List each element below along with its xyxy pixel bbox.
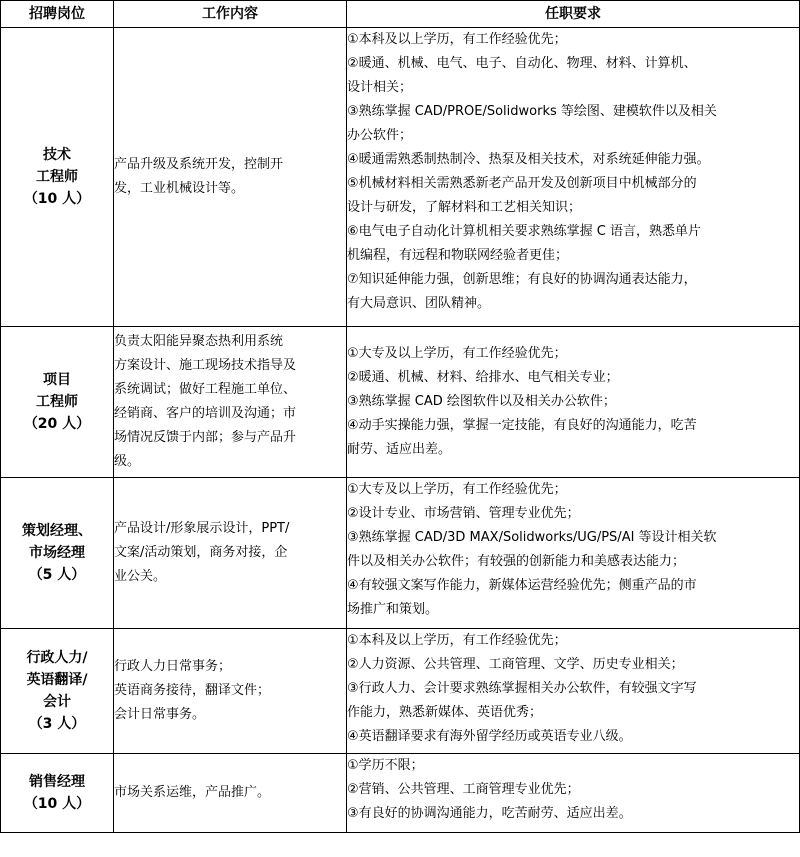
position-cell <box>1 327 114 478</box>
position-line: 工程师 <box>36 394 78 410</box>
requirement-line: ⑥电气电子自动化计算机相关要求熟练掌握 C 语言，熟悉单片 <box>347 224 701 239</box>
duty-cell <box>114 629 347 754</box>
requirement-line: ①大专及以上学历，有工作经验优先； <box>347 482 567 497</box>
requirement-line: ③熟练掌握 CAD 绘图软件以及相关办公软件； <box>347 394 616 409</box>
position-line: （10 人） <box>23 796 91 812</box>
table-row <box>1 327 800 478</box>
duty-line: 经销商、客户的培训及沟通；市 <box>114 406 297 421</box>
requirement-line: 场推广和策划。 <box>347 602 439 617</box>
duty-cell <box>114 478 347 629</box>
requirement-line: ②营销、公共管理、工商管理专业优先； <box>347 782 580 797</box>
requirement-line: ②暖通、机械、材料、给排水、电气相关专业； <box>347 370 619 385</box>
requirement-line: ③熟练掌握 CAD/3D MAX/Solidworks/UG/PS/AI 等设计相关软 <box>347 530 717 545</box>
position-line: 项目 <box>43 372 71 388</box>
position-line: （5 人） <box>28 567 86 583</box>
requirement-line: ②设计专业、市场营销、管理专业优先； <box>347 506 580 521</box>
requirement-line: ①学历不限； <box>347 758 424 773</box>
position-line: 策划经理、 <box>22 523 92 539</box>
header-requirements: 任职要求 <box>347 1 800 28</box>
position-line: 英语翻译/ <box>26 672 88 688</box>
requirement-line: 设计与研发，了解材料和工艺相关知识； <box>347 200 582 215</box>
duty-line: 行政人力日常事务； <box>114 659 232 674</box>
duty-line: 英语商务接待，翻译文件； <box>114 683 271 698</box>
duty-line: 市场关系运维，产品推广。 <box>114 785 271 800</box>
duty-cell <box>114 28 347 327</box>
duty-line: 产品设计/形象展示设计，PPT/ <box>114 521 290 536</box>
requirement-line: ②人力资源、公共管理、工商管理、文学、历史专业相关； <box>347 657 684 672</box>
table-row <box>1 28 800 327</box>
position-cell <box>1 28 114 327</box>
position-cell <box>1 478 114 629</box>
position-cell <box>1 754 114 833</box>
position-line: 市场经理 <box>29 545 85 561</box>
requirement-cell <box>347 478 800 629</box>
requirement-line: ③熟练掌握 CAD/PROE/Solidworks 等绘图、建模软件以及相关 <box>347 104 717 119</box>
requirement-line: ④有较强文案写作能力，新媒体运营经验优先；侧重产品的市 <box>347 578 697 593</box>
duty-line: 业公关。 <box>114 569 167 584</box>
requirement-line: ②暖通、机械、电气、电子、自动化、物理、材料、计算机、 <box>347 56 697 71</box>
position-line: 行政人力/ <box>26 650 88 666</box>
duty-line: 文案/活动策划，商务对接，企 <box>114 545 288 560</box>
requirement-line: 办公软件； <box>347 128 413 143</box>
requirement-line: 耐劳、适应出差。 <box>347 442 452 457</box>
requirement-cell <box>347 754 800 833</box>
position-line: （10 人） <box>23 191 91 207</box>
table-row <box>1 629 800 754</box>
duty-line: 发，工业机械设计等。 <box>114 181 245 196</box>
header-duties: 工作内容 <box>114 1 347 28</box>
requirement-line: 作能力，熟悉新媒体、英语优秀； <box>347 705 543 720</box>
position-line: 技术 <box>43 147 71 163</box>
header-row <box>1 1 800 28</box>
requirement-line: 设计相关； <box>347 80 413 95</box>
requirement-cell <box>347 327 800 478</box>
duty-line: 系统调试；做好工程施工单位、 <box>114 382 297 397</box>
duty-line: 场情况反馈于内部；参与产品升 <box>114 430 297 445</box>
requirement-line: 有大局意识、团队精神。 <box>347 296 491 311</box>
requirement-line: ④英语翻译要求有海外留学经历或英语专业八级。 <box>347 729 632 744</box>
position-line: 会计 <box>43 694 71 710</box>
position-line: （20 人） <box>23 416 91 432</box>
duty-cell <box>114 754 347 833</box>
requirement-line: ⑤机械材料相关需熟悉新老产品开发及创新项目中机械部分的 <box>347 176 697 191</box>
requirement-line: ④动手实操能力强，掌握一定技能，有良好的沟通能力，吃苦 <box>347 418 697 433</box>
requirement-cell <box>347 28 800 327</box>
duty-line: 方案设计、施工现场技术指导及 <box>114 358 297 373</box>
position-line: （3 人） <box>28 716 86 732</box>
position-line: 销售经理 <box>29 774 85 790</box>
requirement-line: ⑦知识延伸能力强，创新思维；有良好的协调沟通表达能力， <box>347 272 697 287</box>
requirement-line: 件以及相关办公软件；有较强的创新能力和美感表达能力； <box>347 554 686 569</box>
requirement-cell <box>347 629 800 754</box>
duty-cell <box>114 327 347 478</box>
requirement-line: 机编程，有远程和物联网经验者更佳； <box>347 248 569 263</box>
table-row <box>1 754 800 833</box>
position-line: 工程师 <box>36 169 78 185</box>
requirement-line: ③行政人力、会计要求熟练掌握相关办公软件，有较强文字写 <box>347 681 697 696</box>
duty-line: 级。 <box>114 454 141 469</box>
requirement-line: ④暖通需熟悉制热制冷、热泵及相关技术，对系统延伸能力强。 <box>347 152 710 167</box>
requirement-line: ③有良好的协调沟通能力，吃苦耐劳、适应出差。 <box>347 806 632 821</box>
position-cell <box>1 629 114 754</box>
header-position: 招聘岗位 <box>1 1 114 28</box>
duty-line: 产品升级及系统开发，控制开 <box>114 157 284 172</box>
table-row <box>1 478 800 629</box>
duty-line: 负责太阳能异聚态热利用系统 <box>114 334 284 349</box>
duty-line: 会计日常事务。 <box>114 707 206 722</box>
requirement-line: ①大专及以上学历，有工作经验优先； <box>347 346 567 361</box>
requirement-line: ①本科及以上学历，有工作经验优先； <box>347 633 567 648</box>
requirement-line: ①本科及以上学历，有工作经验优先； <box>347 32 567 47</box>
